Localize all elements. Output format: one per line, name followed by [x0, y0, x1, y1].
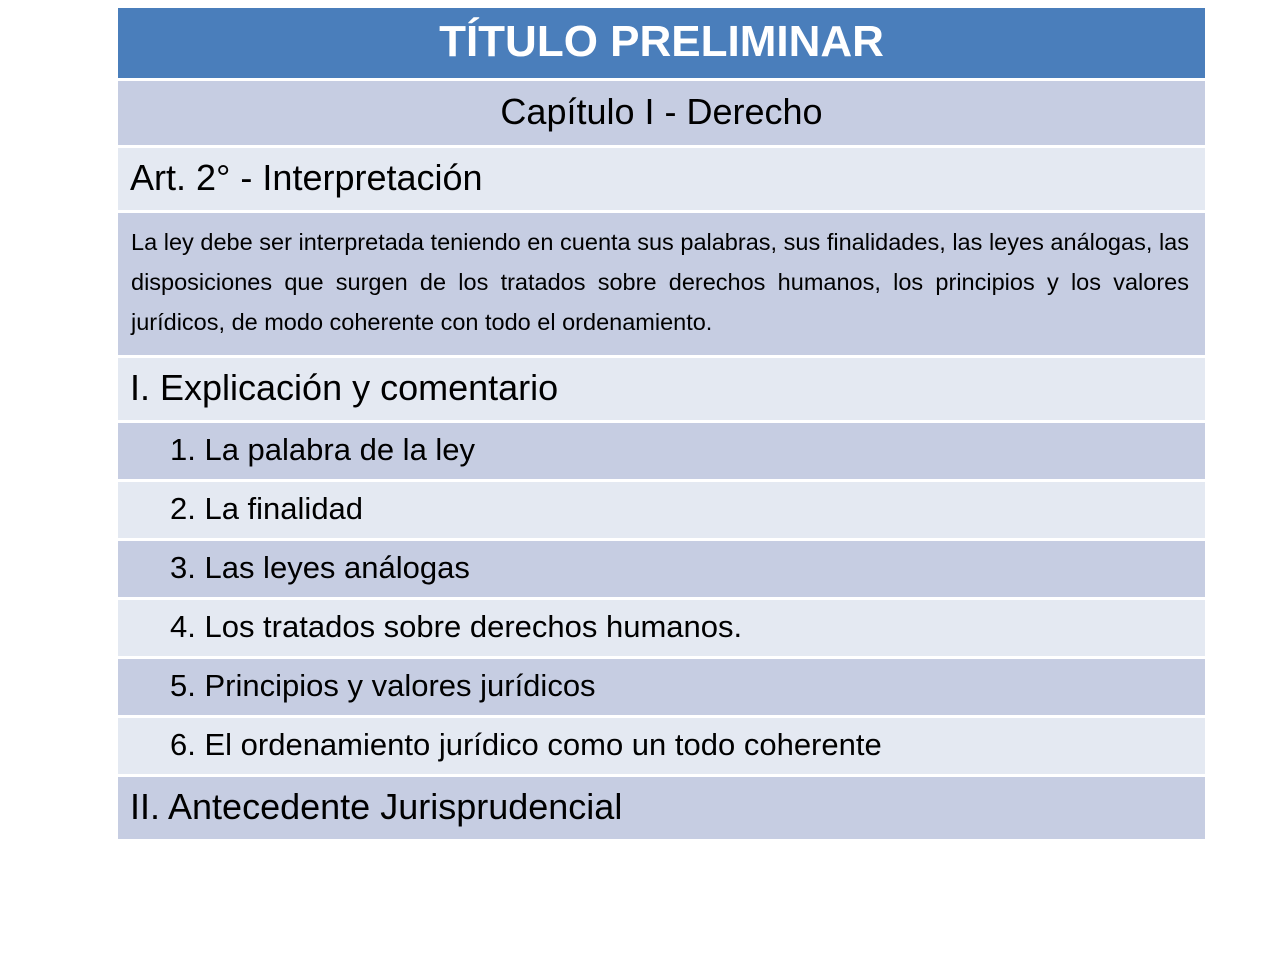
list-item: 5. Principios y valores jurídicos — [118, 659, 1205, 715]
section-heading-two: II. Antecedente Jurisprudencial — [118, 777, 1205, 839]
article-body-text: La ley debe ser interpretada teniendo en cuenta sus palabras, sus finalidades, las leyes análogas, las disposiciones que surgen de los tratados sobre derechos humanos, los principios y los valores jurídicos, de modo coherente con todo el ordenamiento. — [118, 213, 1205, 355]
list-item: 1. La palabra de la ley — [118, 423, 1205, 479]
chapter-heading: Capítulo I - Derecho — [118, 81, 1205, 145]
slide-title: TÍTULO PRELIMINAR — [118, 8, 1205, 78]
section-heading-one: I. Explicación y comentario — [118, 358, 1205, 420]
list-item: 6. El ordenamiento jurídico como un todo coherente — [118, 718, 1205, 774]
article-heading: Art. 2° - Interpretación — [118, 148, 1205, 210]
list-item: 3. Las leyes análogas — [118, 541, 1205, 597]
content-table — [118, 8, 1205, 842]
list-item: 2. La finalidad — [118, 482, 1205, 538]
list-item: 4. Los tratados sobre derechos humanos. — [118, 600, 1205, 656]
